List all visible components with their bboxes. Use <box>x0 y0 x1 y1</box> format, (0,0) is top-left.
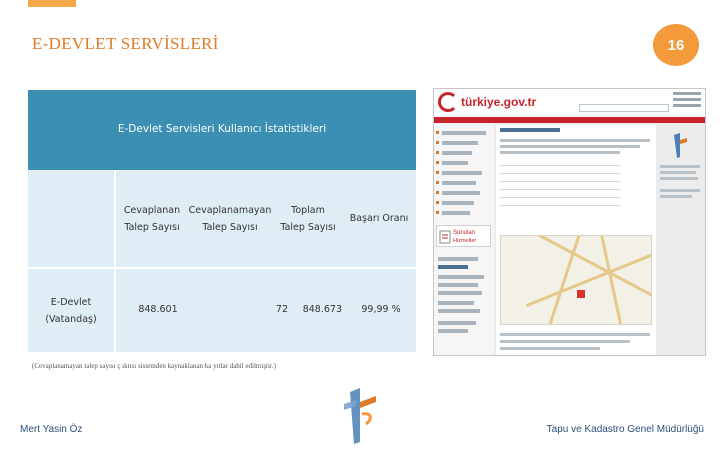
stats-table-header <box>28 90 416 170</box>
bullet-icon <box>436 141 439 144</box>
screenshot-sidebar <box>434 123 494 356</box>
promo-subtitle: Hizmetler <box>453 238 477 244</box>
info-table-row <box>500 173 620 174</box>
screenshot-right-column <box>658 125 704 355</box>
promo-title: Sunulan <box>453 230 476 236</box>
turkiye-gov-logo-icon <box>438 92 458 112</box>
top-accent-bar <box>28 0 76 7</box>
bullet-icon <box>436 201 439 204</box>
info-table-row <box>500 197 620 198</box>
info-table-row <box>500 189 620 190</box>
text-line <box>500 151 620 154</box>
bullet-icon <box>436 211 439 214</box>
sidebar-line <box>438 291 482 295</box>
services-promo-icon <box>439 230 451 244</box>
tkgm-logo-icon <box>336 384 380 446</box>
parcel-marker-icon <box>577 290 585 298</box>
cell-answered: 848.601 <box>138 304 178 315</box>
bullet-icon <box>436 191 439 194</box>
info-table-row <box>500 181 620 182</box>
text-line <box>500 145 640 148</box>
column-header-answered: Cevaplanan Talep Sayısı <box>123 205 181 233</box>
column-header-success-rate: Başarı Oranı <box>349 213 409 224</box>
stats-table-body <box>28 170 416 352</box>
sidebar-line <box>438 329 468 333</box>
map-road <box>526 248 652 307</box>
sidebar-line <box>438 265 468 269</box>
sidebar-line <box>442 161 468 165</box>
text-line <box>500 340 630 343</box>
sidebar-line <box>442 141 478 145</box>
cell-unanswered: 72 <box>275 304 288 315</box>
text-line <box>660 171 696 174</box>
sidebar-line <box>438 257 478 261</box>
column-header-unanswered: Cevaplanamayan Talep Sayısı <box>188 205 272 233</box>
slide-title: E-DEVLET SERVİSLERİ <box>32 34 219 53</box>
text-line <box>660 165 700 168</box>
text-line <box>660 195 692 198</box>
stats-table <box>28 90 416 352</box>
info-table-row <box>500 165 620 166</box>
services-promo-box <box>436 225 491 247</box>
text-line <box>660 177 698 180</box>
text-line <box>500 333 650 336</box>
row-label-edevlet: E-Devlet (Vatandaş) <box>45 297 97 325</box>
header-links <box>673 92 701 110</box>
stats-table-title: E-Devlet Servisleri Kullanıcı İstatistikleri <box>117 123 327 135</box>
column-header-total: Toplam Talep Sayısı <box>280 205 336 233</box>
row-divider <box>28 267 114 269</box>
bullet-icon <box>436 131 439 134</box>
cell-total: 848.673 <box>302 304 342 315</box>
sidebar-line <box>442 211 470 215</box>
sidebar-line <box>438 309 480 313</box>
sidebar-line <box>442 181 476 185</box>
main-heading-line <box>500 128 560 132</box>
sidebar-line <box>442 191 480 195</box>
cell-success-rate: 99,99 % <box>361 304 401 315</box>
sidebar-line <box>438 301 474 305</box>
text-line <box>500 347 600 350</box>
parcel-map <box>500 235 652 325</box>
bullet-icon <box>436 171 439 174</box>
screenshot-search-bar <box>579 104 669 112</box>
organization-name: Tapu ve Kadastro Genel Müdürlüğü <box>546 424 704 435</box>
presenter-name: Mert Yasin Öz <box>20 424 83 435</box>
screenshot-main-content <box>496 125 656 355</box>
bullet-icon <box>436 151 439 154</box>
sidebar-line <box>442 131 486 135</box>
footnote: (Cevaplanamayan talep sayısı ç ıktısı sistemden kaynaklanan ka yıtlar dahil edilmiştir.) <box>32 362 276 370</box>
sidebar-line <box>438 283 478 287</box>
text-line <box>500 139 650 142</box>
sidebar-line <box>442 151 472 155</box>
column-divider <box>114 170 116 352</box>
bullet-icon <box>436 161 439 164</box>
page-number-badge: 16 <box>653 24 699 66</box>
embedded-screenshot <box>433 88 706 356</box>
text-line <box>660 189 700 192</box>
screenshot-logo-text: türkiye.gov.tr <box>461 95 537 109</box>
sidebar-line <box>438 275 484 279</box>
bullet-icon <box>436 181 439 184</box>
tkgm-mini-logo-icon <box>670 131 688 159</box>
sidebar-line <box>442 171 482 175</box>
row-divider <box>114 267 416 269</box>
sidebar-line <box>438 321 476 325</box>
info-table-row <box>500 205 620 206</box>
screenshot-header <box>434 89 705 117</box>
sidebar-line <box>442 201 474 205</box>
